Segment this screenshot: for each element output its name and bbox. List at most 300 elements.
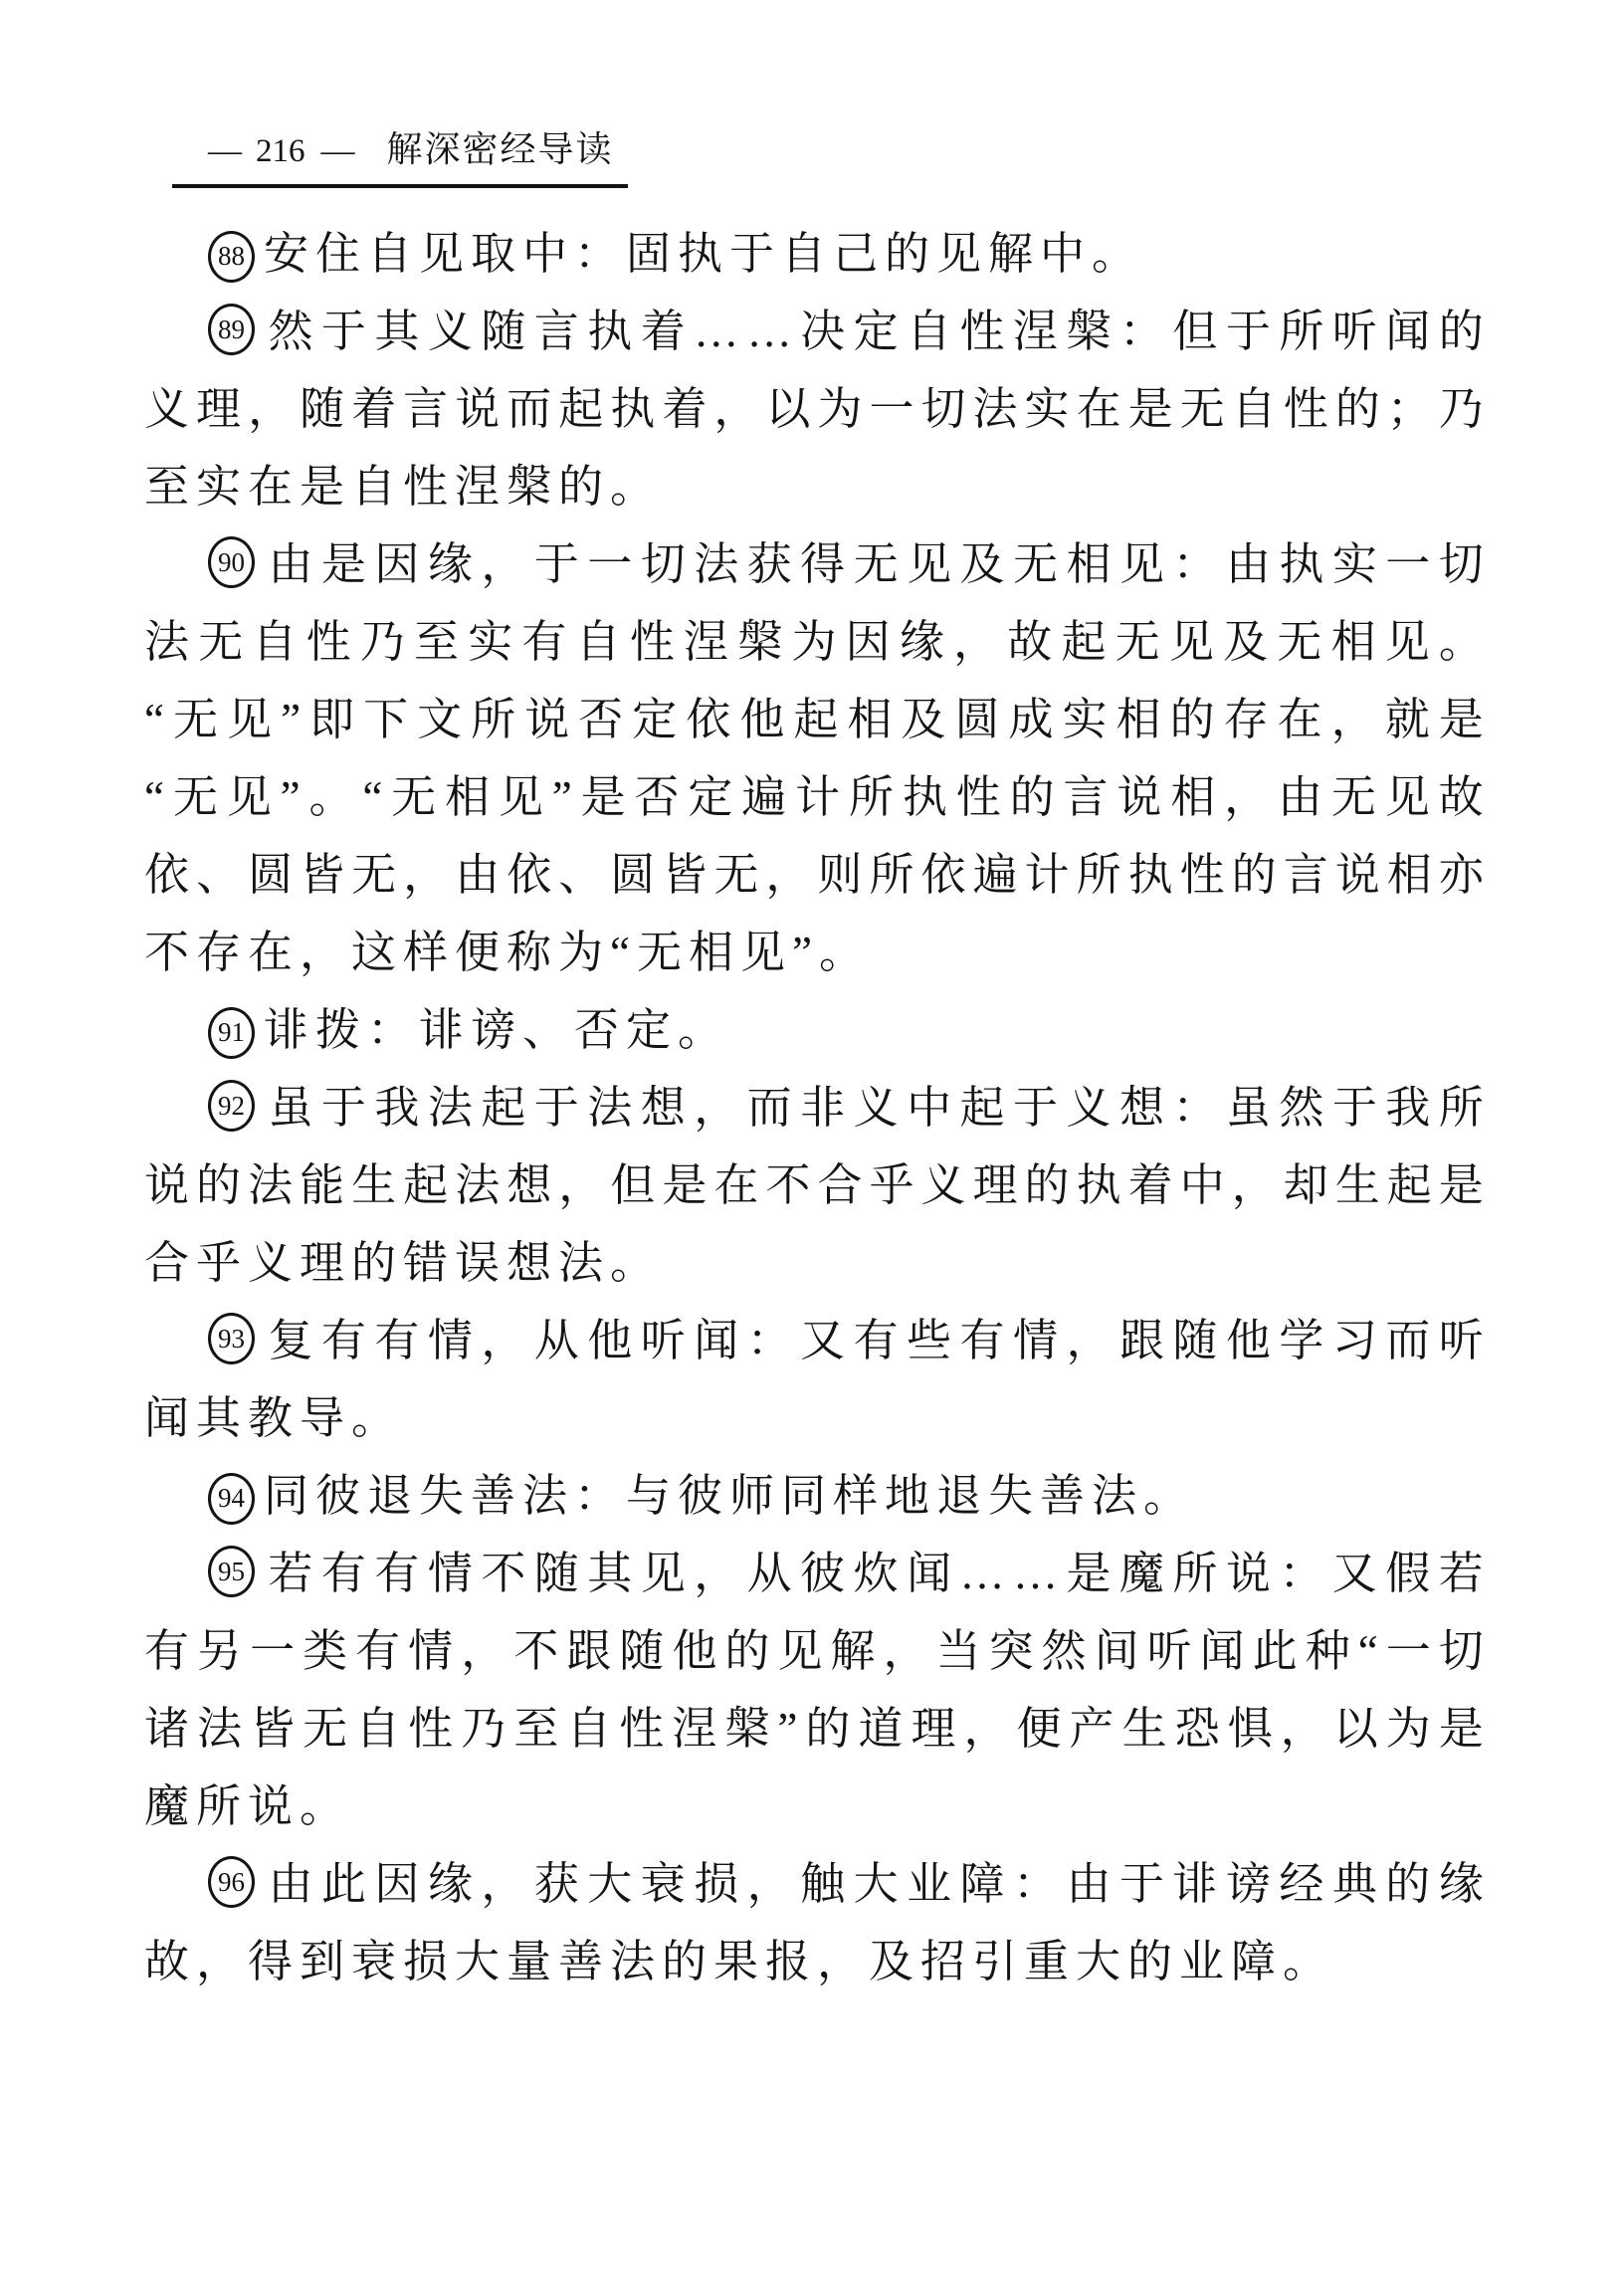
- char: 存: [1223, 695, 1269, 744]
- text-line: [144, 758, 1484, 836]
- circled-number: 89: [208, 304, 255, 355]
- char: 起: [959, 1083, 1005, 1133]
- char: 于: [1331, 1083, 1377, 1133]
- char: 其: [374, 307, 420, 356]
- char: 说: [1116, 772, 1162, 822]
- char: 想: [507, 1160, 552, 1210]
- char: 否: [578, 695, 624, 744]
- paragraph-92: [144, 1069, 1484, 1302]
- char: 及: [1223, 617, 1269, 667]
- char: 突: [988, 1626, 1034, 1676]
- char: 切: [1438, 539, 1484, 589]
- char: 无: [303, 1704, 348, 1754]
- char: 为: [1385, 1704, 1431, 1754]
- char: 不: [765, 1160, 811, 1210]
- char: 有: [355, 1626, 401, 1676]
- line-text: 诽拨：诽谤、否定。: [264, 1005, 730, 1055]
- text-line: [144, 370, 1484, 448]
- char: …: [1013, 1549, 1058, 1598]
- char: 圆: [954, 695, 1000, 744]
- char: 槃: [724, 1704, 770, 1754]
- char: 相: [1330, 617, 1376, 667]
- char: 听: [1146, 1626, 1192, 1676]
- paragraph-96: [144, 1845, 1484, 2000]
- char: 见: [1118, 539, 1164, 589]
- char: 些: [907, 1316, 952, 1365]
- char: 计: [795, 772, 841, 822]
- char: 说: [524, 695, 570, 744]
- char: 然: [1041, 1626, 1087, 1676]
- char: 执: [1127, 850, 1173, 900]
- char: 言: [1283, 850, 1328, 900]
- char: 获: [533, 1859, 579, 1909]
- char: 的: [196, 1160, 242, 1210]
- char: 法: [455, 1160, 501, 1210]
- char: 执: [902, 772, 947, 822]
- char: 性: [1283, 384, 1328, 434]
- char: 起: [558, 384, 604, 434]
- char: ，: [461, 1626, 507, 1676]
- char: 说: [1225, 1549, 1271, 1598]
- char: 所: [869, 850, 914, 900]
- char: 是: [320, 539, 366, 589]
- char: 他: [1225, 1316, 1271, 1365]
- char: ，: [481, 1316, 526, 1365]
- char: 我: [1385, 1083, 1431, 1133]
- char: 皆: [300, 850, 345, 900]
- char: 执: [587, 307, 633, 356]
- paragraph-89: [144, 293, 1484, 525]
- char: ，: [481, 1859, 526, 1909]
- char: ”: [551, 772, 572, 822]
- char: 相: [1386, 850, 1432, 900]
- char: 情: [408, 1626, 454, 1676]
- text-line: [144, 1768, 1484, 1845]
- char: 因: [845, 617, 891, 667]
- paragraph-91: [144, 991, 1484, 1069]
- char: 在: [1076, 384, 1121, 434]
- char: 一: [1385, 539, 1431, 589]
- char: 就: [1384, 695, 1430, 744]
- char: 一: [250, 1626, 296, 1676]
- char: 起: [1386, 1160, 1432, 1210]
- text-line: [144, 681, 1484, 758]
- char: 因: [374, 1859, 420, 1909]
- char: ”: [281, 695, 302, 744]
- char: 义: [427, 307, 473, 356]
- char: 是: [580, 772, 626, 822]
- char: 无: [713, 850, 759, 900]
- char: 他: [587, 1316, 633, 1365]
- char: 见: [1168, 617, 1214, 667]
- paragraph-93: [144, 1302, 1484, 1457]
- char: 另: [197, 1626, 243, 1676]
- line-text: 同彼退失善法：与彼师同样地退失善法。: [264, 1471, 1196, 1521]
- char: 闻: [1385, 307, 1431, 356]
- char: 有: [374, 1316, 420, 1365]
- char: 无: [1115, 617, 1160, 667]
- char: ；: [1386, 384, 1432, 434]
- char: 于: [533, 539, 579, 589]
- circled-number: 91: [208, 1007, 255, 1059]
- char: ，: [883, 1626, 928, 1676]
- char: 、: [196, 850, 242, 900]
- char: 闻: [907, 1549, 952, 1598]
- char: 是: [1066, 1549, 1112, 1598]
- char: 缘: [1438, 1859, 1484, 1909]
- char: 见: [1384, 617, 1430, 667]
- char: 法: [248, 1160, 294, 1210]
- char: 皆: [662, 850, 708, 900]
- char: 无: [853, 539, 899, 589]
- header-dash-left: —: [208, 132, 242, 169]
- char: 相: [1170, 772, 1216, 822]
- text-line: [144, 525, 1484, 603]
- char: 学: [1279, 1316, 1324, 1365]
- char: 若: [1438, 1549, 1484, 1598]
- char: 由: [1225, 539, 1271, 589]
- char: 有: [853, 1316, 899, 1365]
- text-line: [144, 836, 1484, 914]
- page-number: 216: [256, 133, 305, 169]
- char: 义: [853, 1083, 899, 1133]
- char: 决: [800, 307, 846, 356]
- char: 此: [1252, 1626, 1298, 1676]
- char: 随: [481, 307, 526, 356]
- char: 他: [739, 695, 785, 744]
- char: 闻: [1199, 1626, 1245, 1676]
- char: 遍: [972, 850, 1018, 900]
- char: ，: [248, 384, 294, 434]
- header-dash-right: —: [320, 132, 355, 169]
- char: ，: [694, 1083, 739, 1133]
- char: 情: [427, 1316, 473, 1365]
- char: 于: [1013, 1083, 1059, 1133]
- char: 不: [481, 1549, 526, 1598]
- text-line: [144, 1147, 1484, 1224]
- char: 定: [688, 772, 733, 822]
- page-body: [144, 215, 1484, 2000]
- char: 即: [309, 695, 355, 744]
- char: 在: [713, 1160, 759, 1210]
- char: 虽: [1225, 1083, 1271, 1133]
- char: 由: [268, 1859, 313, 1909]
- char: ”: [777, 1704, 798, 1754]
- char: 于: [1118, 1859, 1164, 1909]
- char: 自: [907, 307, 952, 356]
- char: 见: [777, 1626, 823, 1676]
- char: 无: [173, 695, 219, 744]
- text-line: [144, 1923, 1484, 2000]
- text-line: [144, 1612, 1484, 1690]
- text-line: [144, 1224, 1484, 1302]
- char: 惧: [1227, 1704, 1273, 1754]
- char: 说: [144, 1160, 190, 1210]
- char: 产: [1069, 1704, 1115, 1754]
- char: 又: [1331, 1549, 1377, 1598]
- char: 乃: [461, 1704, 507, 1754]
- char: 随: [300, 384, 345, 434]
- char: ，: [963, 1704, 1009, 1754]
- char: 若: [268, 1549, 313, 1598]
- text-line: [144, 603, 1484, 681]
- text-line: [144, 1845, 1484, 1923]
- char: ：: [1279, 1549, 1324, 1598]
- char: ，: [746, 1859, 792, 1909]
- char: 依: [144, 850, 190, 900]
- char: 的: [1169, 695, 1215, 744]
- char: 的: [1385, 1859, 1431, 1909]
- text-line: [144, 991, 1484, 1069]
- char: 至: [513, 1704, 559, 1754]
- char: 习: [1331, 1316, 1377, 1365]
- char: 乃: [359, 617, 405, 667]
- char: 执: [610, 384, 656, 434]
- char: 是: [1438, 695, 1484, 744]
- char: 于: [320, 307, 366, 356]
- char: 听: [1331, 307, 1377, 356]
- char: 见: [226, 772, 272, 822]
- char: 由: [1278, 772, 1323, 822]
- char: 相: [445, 772, 491, 822]
- char: 但: [610, 1160, 656, 1210]
- char: 执: [1279, 539, 1324, 589]
- char: 无: [198, 617, 244, 667]
- char: 着: [640, 307, 686, 356]
- char: 大: [587, 1859, 633, 1909]
- char: 有: [521, 617, 567, 667]
- circled-number: 92: [208, 1080, 255, 1132]
- char: 说: [1334, 850, 1380, 900]
- char: 一: [587, 539, 633, 589]
- char: 随: [533, 1549, 579, 1598]
- char: 的: [1231, 850, 1277, 900]
- line-text: 魔所说。: [144, 1781, 352, 1831]
- char: 不: [513, 1626, 559, 1676]
- char: 典: [1331, 1859, 1377, 1909]
- char: 切: [1438, 1626, 1484, 1676]
- char: 为: [817, 384, 863, 434]
- char: ，: [765, 850, 811, 900]
- char: 法: [694, 539, 739, 589]
- line-text: 不存在，这样便称为“无相见”。: [144, 928, 871, 977]
- char: 有: [144, 1626, 190, 1676]
- char: 义: [1066, 1083, 1112, 1133]
- char: 定: [632, 695, 678, 744]
- char: 着: [351, 384, 397, 434]
- char: ，: [403, 850, 449, 900]
- char: 自: [355, 1704, 401, 1754]
- char: 见: [640, 1549, 686, 1598]
- char: 言: [1063, 772, 1109, 822]
- char: 其: [587, 1549, 633, 1598]
- char: 但: [1172, 307, 1218, 356]
- char: 所: [1279, 307, 1324, 356]
- paragraph-95: [144, 1535, 1484, 1845]
- char: 自: [252, 617, 298, 667]
- char: ：: [1172, 539, 1218, 589]
- char: 所: [849, 772, 895, 822]
- text-line: [144, 914, 1484, 991]
- char: 性: [408, 1704, 454, 1754]
- text-line: [144, 1379, 1484, 1457]
- char: 自: [575, 617, 621, 667]
- char: 及: [959, 539, 1005, 589]
- char: 实: [1062, 695, 1108, 744]
- char: 义: [144, 384, 190, 434]
- book-title: 解深密经导读: [386, 129, 614, 169]
- char: 想: [1118, 1083, 1164, 1133]
- char: 下: [363, 695, 409, 744]
- char: 无: [391, 772, 437, 822]
- char: 无: [1179, 384, 1225, 434]
- paragraph-94: [144, 1457, 1484, 1535]
- char: 由: [455, 850, 501, 900]
- char: 遍: [741, 772, 787, 822]
- char: 性: [619, 1704, 665, 1754]
- char: 执: [1076, 1160, 1121, 1210]
- char: 缘: [427, 539, 473, 589]
- char: 而: [507, 384, 552, 434]
- char: 间: [1094, 1626, 1139, 1676]
- char: 的: [805, 1704, 851, 1754]
- text-line: [144, 448, 1484, 525]
- char: 无: [351, 850, 397, 900]
- char: 的: [1009, 772, 1055, 822]
- char: 闻: [694, 1316, 739, 1365]
- char: 衰: [640, 1859, 686, 1909]
- char: 诽: [1172, 1859, 1218, 1909]
- char: 从: [746, 1549, 792, 1598]
- char: 槃: [737, 617, 783, 667]
- char: 性: [959, 307, 1005, 356]
- char: 于: [320, 1083, 366, 1133]
- char: 所: [1172, 1549, 1218, 1598]
- char: 类: [303, 1626, 348, 1676]
- char: 成: [1008, 695, 1054, 744]
- char: …: [959, 1549, 1005, 1598]
- char: ，: [694, 1549, 739, 1598]
- char: 自: [566, 1704, 612, 1754]
- text-line: [144, 215, 1484, 293]
- char: ：: [746, 1316, 792, 1365]
- char: 相: [1116, 695, 1161, 744]
- char: 的: [1334, 384, 1380, 434]
- line-text: 故，得到衰损大量善法的果报，及招引重大的业障。: [144, 1937, 1335, 1986]
- char: 法: [197, 1704, 243, 1754]
- char: 跟: [1118, 1316, 1164, 1365]
- char: 起: [793, 695, 839, 744]
- char: 着: [662, 384, 708, 434]
- char: 着: [1127, 1160, 1173, 1210]
- char: 炊: [853, 1549, 899, 1598]
- char: 他: [672, 1626, 717, 1676]
- char: ”: [280, 772, 301, 822]
- char: 中: [1179, 1160, 1225, 1210]
- char: 所: [471, 695, 516, 744]
- char: 实: [1331, 539, 1377, 589]
- char: 性: [955, 772, 1001, 822]
- char: 彼: [800, 1549, 846, 1598]
- char: 一: [1385, 1626, 1431, 1676]
- char: 业: [907, 1859, 952, 1909]
- char: ：: [1013, 1859, 1059, 1909]
- char: 中: [907, 1083, 952, 1133]
- char: 想: [640, 1083, 686, 1133]
- char: 切: [920, 384, 966, 434]
- char: 涅: [672, 1704, 717, 1754]
- char: 以: [1332, 1704, 1378, 1754]
- char: 说: [455, 384, 501, 434]
- char: 而: [1385, 1316, 1431, 1365]
- char: 所: [1438, 1083, 1484, 1133]
- char: 起: [1061, 617, 1107, 667]
- page-header: [172, 121, 628, 188]
- text-line: [144, 1690, 1484, 1768]
- char: 是: [1438, 1160, 1484, 1210]
- char: 。: [308, 772, 354, 822]
- char: 切: [640, 539, 686, 589]
- char: ，: [1280, 1704, 1325, 1754]
- char: 然: [268, 307, 313, 356]
- char: 义: [920, 1160, 966, 1210]
- circled-number: 95: [208, 1546, 255, 1597]
- line-text: 安住自见取中：固执于自己的见解中。: [264, 229, 1144, 279]
- char: 实: [468, 617, 513, 667]
- char: 有: [320, 1549, 366, 1598]
- char: ：: [1172, 1083, 1218, 1133]
- char: ，: [1066, 1316, 1112, 1365]
- char: 为: [791, 617, 837, 667]
- char: 法: [427, 1083, 473, 1133]
- char: 起: [403, 1160, 449, 1210]
- char: 当: [935, 1626, 981, 1676]
- char: 性: [305, 617, 351, 667]
- char: 至: [414, 617, 460, 667]
- char: 从: [533, 1316, 579, 1365]
- circled-number: 94: [208, 1473, 255, 1525]
- char: 则: [817, 850, 863, 900]
- char: 依: [920, 850, 966, 900]
- char: 槃: [1066, 307, 1112, 356]
- char: 随: [619, 1626, 665, 1676]
- char: 无: [1013, 539, 1059, 589]
- char: ，: [713, 384, 759, 434]
- char: 谤: [1225, 1859, 1271, 1909]
- char: 见: [1384, 772, 1430, 822]
- char: 虽: [268, 1083, 313, 1133]
- char: 亦: [1438, 850, 1484, 900]
- char: “: [144, 695, 164, 744]
- char: 于: [533, 1083, 579, 1133]
- char: 的: [1438, 307, 1484, 356]
- char: 言: [533, 307, 579, 356]
- char: 是: [1127, 384, 1173, 434]
- char: 由: [268, 539, 313, 589]
- text-line: [144, 293, 1484, 370]
- char: 性: [1179, 850, 1225, 900]
- char: “: [362, 772, 383, 822]
- char: 于: [1225, 307, 1271, 356]
- char: ，: [481, 539, 526, 589]
- paragraph-88: [144, 215, 1484, 293]
- char: 我: [374, 1083, 420, 1133]
- line-text: 合乎义理的错误想法。: [144, 1238, 663, 1288]
- char: 由: [1066, 1859, 1112, 1909]
- char: 法: [144, 617, 190, 667]
- char: 言: [403, 384, 449, 434]
- char: 乎: [869, 1160, 914, 1210]
